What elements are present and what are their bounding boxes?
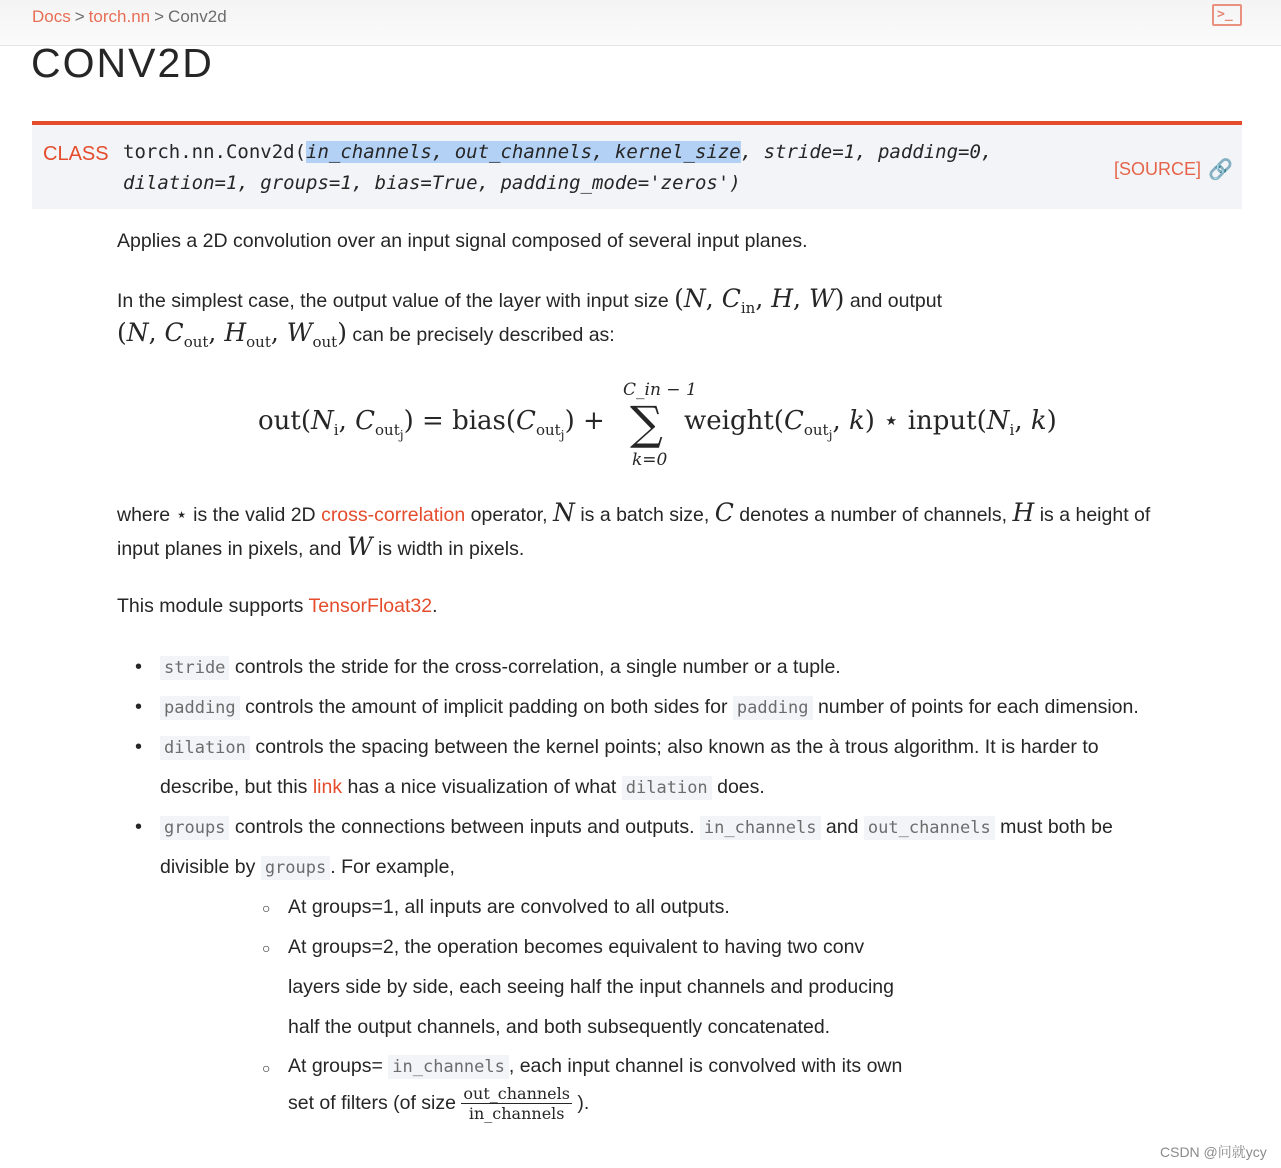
sub-bullet-groups-1: At groups=1, all inputs are convolved to all outputs. xyxy=(288,896,730,918)
formula-lhs: $out(N_i$, $C_{out_j}$) = $bias(C_{out_j})$ + xyxy=(258,406,605,442)
text: must both be xyxy=(1000,816,1113,838)
where-line-1 xyxy=(117,498,1150,527)
class-label: CLASS xyxy=(43,143,109,165)
text: is a height of xyxy=(1039,504,1151,526)
text: number of points for each dimension. xyxy=(817,696,1139,718)
text: has a nice visualization of what xyxy=(347,776,617,798)
text: At groups= xyxy=(288,1055,383,1077)
text: where ⋆ is the valid 2D xyxy=(117,504,316,526)
text: can be precisely described as: xyxy=(352,324,615,346)
bullet-dilation-line-1 xyxy=(160,736,1099,759)
text: controls the amount of implicit padding on both sides for xyxy=(245,696,728,718)
intro-text: Applies a 2D convolution over an input signal composed of several input planes. xyxy=(117,230,808,252)
dilation-visualization-link[interactable]: link xyxy=(312,776,343,798)
tensorfloat32-link[interactable]: TensorFloat32 xyxy=(308,595,433,617)
convolution-formula xyxy=(258,378,1058,478)
text: controls the connections between inputs and outputs. xyxy=(234,816,695,838)
text: and output xyxy=(849,290,942,312)
breadcrumb-docs[interactable]: Docs xyxy=(32,7,71,26)
fraction-numerator: out_channels xyxy=(463,1084,570,1103)
breadcrumb-torch-nn[interactable]: torch.nn xyxy=(88,7,151,26)
where-line-2 xyxy=(117,532,524,561)
cross-correlation-link[interactable]: cross-correlation xyxy=(321,504,466,526)
bullet-dilation-line-2 xyxy=(160,776,765,799)
text: is width in pixels. xyxy=(377,538,525,560)
breadcrumb-separator: > xyxy=(74,7,85,26)
sub-bullet-groups-2-line-1: At groups=2, the operation becomes equivalent to having two conv xyxy=(288,936,865,958)
text: operator, xyxy=(470,504,548,526)
bullet-groups-line-2 xyxy=(160,856,455,879)
simplest-case-line-1 xyxy=(117,284,942,317)
code-dilation: dilation xyxy=(622,776,712,800)
tensorfloat-line xyxy=(117,595,438,618)
bullet-icon: • xyxy=(135,696,143,718)
filter-size-fraction xyxy=(461,1084,572,1123)
text: controls the spacing between the kernel points; also known as the à trous algorithm. It is harder to xyxy=(255,736,1099,758)
text: input planes in pixels, and xyxy=(117,538,342,560)
circle-bullet-icon: ○ xyxy=(262,940,271,956)
code-groups: groups xyxy=(160,816,229,840)
signature-params-rest: , stride=1, padding=0, xyxy=(740,141,993,163)
source-link[interactable]: [SOURCE] xyxy=(1114,159,1202,179)
code-groups: groups xyxy=(261,856,330,880)
text: controls the stride for the cross-correlation, a single number or a tuple. xyxy=(234,656,841,678)
math-C: C xyxy=(714,498,734,527)
bullet-padding xyxy=(160,696,1139,719)
page-title: CONV2D xyxy=(31,40,214,86)
class-name: torch.nn.Conv2d( xyxy=(123,141,307,163)
sub-bullet-groups-2-line-2: layers side by side, each seeing half the input channels and producing xyxy=(288,976,894,998)
bullet-groups-line-1 xyxy=(160,816,1113,839)
code-padding: padding xyxy=(733,696,813,720)
sum-lower-limit: k=0 xyxy=(632,450,668,470)
breadcrumb-separator: > xyxy=(154,7,165,26)
text: divisible by xyxy=(160,856,256,878)
text: ). xyxy=(577,1092,590,1114)
text: does. xyxy=(717,776,765,798)
class-signature xyxy=(32,121,1242,209)
code-padding: padding xyxy=(160,696,240,720)
text: . For example, xyxy=(330,856,455,878)
output-size-math: (N, $C_{out}$, $H_{out}$, $W_{out}$) xyxy=(117,318,347,351)
breadcrumb xyxy=(32,7,227,27)
circle-bullet-icon: ○ xyxy=(262,1060,271,1076)
code-out-channels: out_channels xyxy=(864,816,995,840)
text: . xyxy=(432,595,438,617)
sigma-symbol: ∑ xyxy=(630,396,663,450)
bullet-icon: • xyxy=(135,736,143,758)
bullet-stride xyxy=(160,656,841,679)
bullet-icon: • xyxy=(135,656,143,678)
code-in-channels: in_channels xyxy=(700,816,821,840)
sub-bullet-groups-3-line-1 xyxy=(288,1055,902,1078)
sum-upper-limit: C_in − 1 xyxy=(623,380,697,400)
input-size-math: (N, $C_{in}$, H, W) xyxy=(674,284,845,317)
code-stride: stride xyxy=(160,656,229,680)
watermark: CSDN @问就ycy xyxy=(1160,1144,1267,1160)
text: set of filters (of size xyxy=(288,1092,456,1114)
bullet-icon: • xyxy=(135,816,143,838)
text: This module supports xyxy=(117,595,304,617)
formula-rhs: $weight(C_{out_j}$, k) ⋆ $input(N_i$, k) xyxy=(684,406,1057,442)
math-N: N xyxy=(553,498,575,527)
math-H: H xyxy=(1012,498,1035,527)
text: is a batch size, xyxy=(580,504,710,526)
sub-bullet-groups-3-line-2 xyxy=(288,1084,589,1123)
terminal-icon[interactable]: >_ xyxy=(1212,4,1242,26)
signature-line-1 xyxy=(123,141,992,163)
circle-bullet-icon: ○ xyxy=(262,900,271,916)
text: denotes a number of channels, xyxy=(739,504,1008,526)
signature-line-2: dilation=1, groups=1, bias=True, padding_mode='zeros') xyxy=(123,172,741,194)
fraction-denominator: in_channels xyxy=(468,1104,565,1123)
text: describe, but this xyxy=(160,776,308,798)
breadcrumb-current: Conv2d xyxy=(168,7,227,26)
code-in-channels: in_channels xyxy=(388,1055,509,1079)
permalink-icon[interactable]: 🔗 xyxy=(1208,159,1233,181)
text: , each input channel is convolved with its own xyxy=(508,1055,903,1077)
sub-bullet-groups-2-line-3: half the output channels, and both subsequently concatenated. xyxy=(288,1016,831,1038)
highlighted-params[interactable]: in_channels, out_channels, kernel_size xyxy=(306,141,741,163)
math-W: W xyxy=(346,532,373,561)
simplest-case-line-2 xyxy=(117,318,615,351)
text: In the simplest case, the output value of the layer with input size xyxy=(117,290,669,312)
code-dilation: dilation xyxy=(160,736,250,760)
text: and xyxy=(825,816,859,838)
